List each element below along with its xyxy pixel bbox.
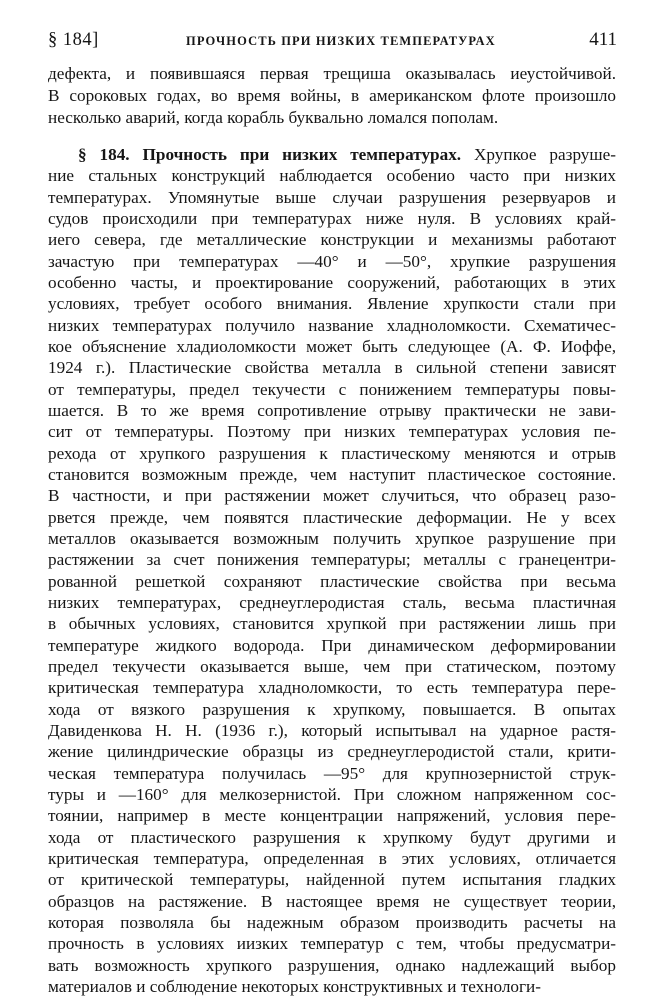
- text-line: низких температурах, среднеуглеродистая сталь, весьма пластичная: [48, 593, 616, 612]
- text-line: материалов и соблюдение некоторых конструктивных и технологи-: [48, 977, 541, 996]
- text-line: низких температурах получило название хладноломкости. Схематичес-: [48, 315, 616, 335]
- text-line: судов происходили при температурах ниже нуля. В условиях край-: [48, 209, 616, 228]
- text-line: рехода от хрупкого разрушения к пластическому меняются и отрыв: [48, 443, 616, 463]
- header-section-number: § 184]: [48, 30, 99, 50]
- text-line: 1924 г.). Пластические свойства металла в сильной степени зависят: [48, 358, 616, 378]
- text-line: рованной решеткой сохраняют пластические свойства при весьма: [48, 571, 616, 591]
- text-line: рвется прежде, чем появятся пластические деформации. Не у всех: [48, 507, 616, 527]
- section-heading: § 184. Прочность при низких температурах.: [78, 145, 462, 164]
- running-header: [48, 30, 617, 58]
- text-line: хода от пластического разрушения к хрупкому будут другими и: [48, 827, 616, 847]
- text-line: иего севера, где металлические конструкции и механизмы работают: [48, 230, 616, 250]
- text-line: кое объяснение хладиоломкости может быть следующее (А. Ф. Иоффе,: [48, 337, 616, 356]
- text-line: растяжении за счет понижения температуры; металлы с гранецентри-: [48, 550, 616, 570]
- text-line: ние стальных конструкций наблюдается особенио часто при низких: [48, 166, 616, 186]
- text-line: Давиденкова Н. Н. (1936 г.), который испытывал на ударное растя-: [48, 721, 616, 740]
- text-line: особенно часты, и проектирование сооружений, работающих в этих: [48, 273, 616, 292]
- text-line: хода от вязкого разрушения к хрупкому, повышается. В опытах: [48, 699, 616, 719]
- text-line: становится возможным прежде, чем наступит пластическое состояние.: [48, 465, 616, 484]
- text-line: тоянии, например в месте концентрации напряжений, условия пере-: [48, 806, 616, 826]
- section-first-line-text: Хрупкое разруше-: [461, 145, 616, 164]
- text-line: от температуры, предел текучести с понижением температуры повы-: [48, 379, 616, 399]
- text-line: дефекта, и появившаяся первая трещиша оказывалась иеустойчивой.: [48, 64, 616, 83]
- text-line: от критической температуры, найденной путем испытания гладких: [48, 870, 616, 890]
- text-line: критическая температура, определенная в этих условиях, отличается: [48, 849, 616, 868]
- text-line: вать возможность хрупкого разрушения, однако надлежащий выбор: [48, 955, 616, 975]
- text-line: шается. В то же время сопротивление отрыву практически не зави-: [48, 401, 616, 420]
- text-line: прочность в условиях иизких температур с тем, чтобы предусматри-: [48, 934, 616, 954]
- text-line: которая позволяла бы надежным образом производить расчеты на: [48, 913, 616, 932]
- text-line: ческая температура получилась —95° для крупнозернистой струк-: [48, 763, 616, 783]
- text-line: критическая температура хладноломкости, то есть температура пере-: [48, 678, 616, 698]
- text-line: зачастую при температурах —40° и —50°, хрупкие разрушения: [48, 251, 616, 271]
- text-line: металлов оказывается возможным получить хрупкое разрушение при: [48, 529, 616, 548]
- text-line: жение цилиндрические образцы из среднеуглеродистой стали, крити-: [48, 742, 616, 762]
- text-line: В частности, и при растяжении может случиться, что образец разо-: [48, 486, 616, 506]
- text-line: условиях, требует особого внимания. Явление хрупкости стали при: [48, 294, 616, 314]
- text-line: в обычных условиях, становится хрупкой при растяжении лишь при: [48, 614, 616, 634]
- text-line: предел текучести оказывается выше, чем при статическом, поэтому: [48, 657, 616, 676]
- page-number: 411: [589, 29, 617, 50]
- text-line: образцов на растяжение. В настоящее время не существует теории,: [48, 891, 616, 911]
- text-line: В сороковых годах, во время войны, в американском флоте произошло: [48, 86, 616, 105]
- text-line: несколько аварий, когда корабль буквально ломался пополам.: [48, 108, 499, 127]
- text-line: сит от температуры. Поэтому при низких температурах условия пе-: [48, 422, 616, 442]
- text-line: температурах. Упомянутые выше случаи разрушения резервуаров и: [48, 187, 616, 207]
- section-first-line: [78, 144, 616, 165]
- header-title: ПРОЧНОСТЬ ПРИ НИЗКИХ ТЕМПЕРАТУРАХ: [186, 34, 496, 48]
- text-line: температуре жидкого водорода. При динамическом деформировании: [48, 635, 616, 655]
- text-line: туры и —160° для мелкозернистой. При сложном напряженном сос-: [48, 785, 616, 804]
